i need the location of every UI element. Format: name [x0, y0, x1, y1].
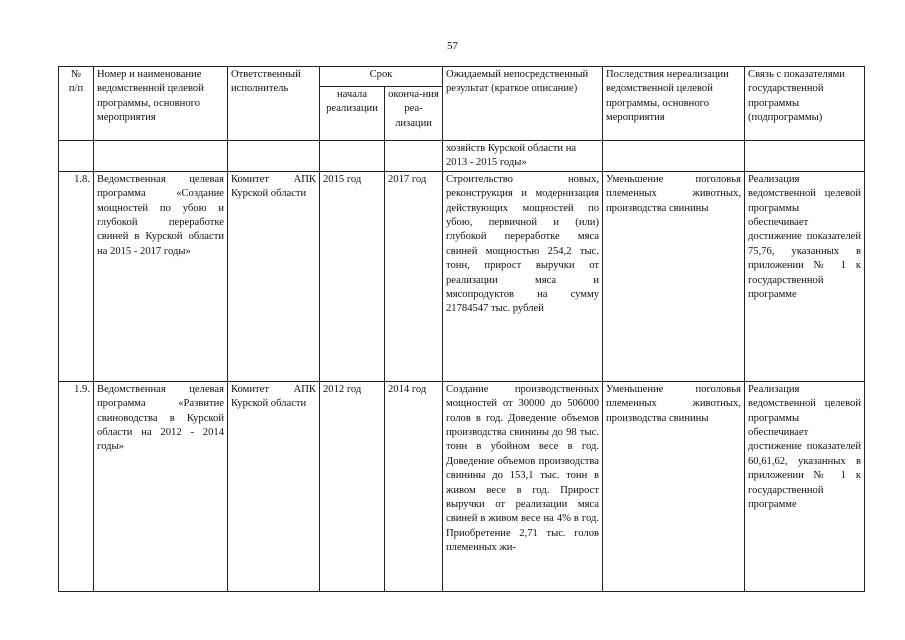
program-table	[58, 66, 865, 592]
table-cell	[320, 141, 385, 172]
header-term-start: начала реализации	[320, 87, 385, 141]
row-link: Реализация ведомственной целевой программы обеспечивает достижение показателей 60,61,62, указанных в приложении № 1 к государственной программе	[745, 381, 865, 591]
row-program-name: Ведомственная целевая программа «Создание мощностей по убою и глубокой переработке свиней в Курской области на 2015 - 2017 годы»	[94, 171, 228, 381]
row-responsible: Комитет АПК Курской области	[228, 171, 320, 381]
table-cell	[94, 141, 228, 172]
header-num: № п/п	[59, 67, 94, 141]
row-end: 2017 год	[385, 171, 443, 381]
header-consequences: Последствия нереализации ведомственной целевой программы, основного мероприятия	[603, 67, 745, 141]
row-expected: Строительство новых, реконструкция и модернизация действующих мощностей по убою, первичной и (или) глубокой переработке мяса свиней мощностью 254,2 тыс. тонн, прирост выручки от реализации мяса и мясопродуктов на сумму 21784547 тыс. рублей	[443, 171, 603, 381]
header-expected: Ожидаемый непосредственный результат (краткое описание)	[443, 67, 603, 141]
row-consequences: Уменьшение поголовья племенных животных, производства свинины	[603, 171, 745, 381]
row-program-name: Ведомственная целевая программа «Развитие свиноводства в Курской области на 2012 - 2014 годы»	[94, 381, 228, 591]
page-number: 57	[447, 40, 458, 52]
table-cell	[385, 141, 443, 172]
table-cell	[228, 141, 320, 172]
row-expected: Создание производственных мощностей от 30000 до 506000 голов в год. Доведение объемов производства свинины до 98 тыс. тонн в убойном весе в год. Доведение объемов производства свинины до 153,1 тыс. тонн в живом весе в год. Прирост выручки от реализации мяса свиней в живом весе на 4% в год. Приобретение 2,71 тыс. голов племенных жи-	[443, 381, 603, 591]
table-cell	[59, 141, 94, 172]
row-num: 1.9.	[59, 381, 94, 591]
table-row	[59, 171, 865, 381]
row-end: 2014 год	[385, 381, 443, 591]
header-responsible: Ответственный исполнитель	[228, 67, 320, 141]
table-row	[59, 381, 865, 591]
header-link: Связь с показателями государственной программы (подпрограммы)	[745, 67, 865, 141]
continuation-row	[59, 141, 865, 172]
row-start: 2012 год	[320, 381, 385, 591]
row-link: Реализация ведомственной целевой программы обеспечивает достижение показателей 75,76, указанных в приложении № 1 к государственной программе	[745, 171, 865, 381]
header-term: Срок	[320, 67, 443, 87]
header-name: Номер и наименование ведомственной целевой программы, основного мероприятия	[94, 67, 228, 141]
row-start: 2015 год	[320, 171, 385, 381]
row-num: 1.8.	[59, 171, 94, 381]
header-term-end: оконча-ния реа-лизации	[385, 87, 443, 141]
table-cell	[745, 141, 865, 172]
row-responsible: Комитет АПК Курской области	[228, 381, 320, 591]
row-consequences: Уменьшение поголовья племенных животных, производства свинины	[603, 381, 745, 591]
header-row	[59, 67, 865, 87]
continuation-expected: хозяйств Курской области на 2013 - 2015 годы»	[443, 141, 603, 172]
table-cell	[603, 141, 745, 172]
